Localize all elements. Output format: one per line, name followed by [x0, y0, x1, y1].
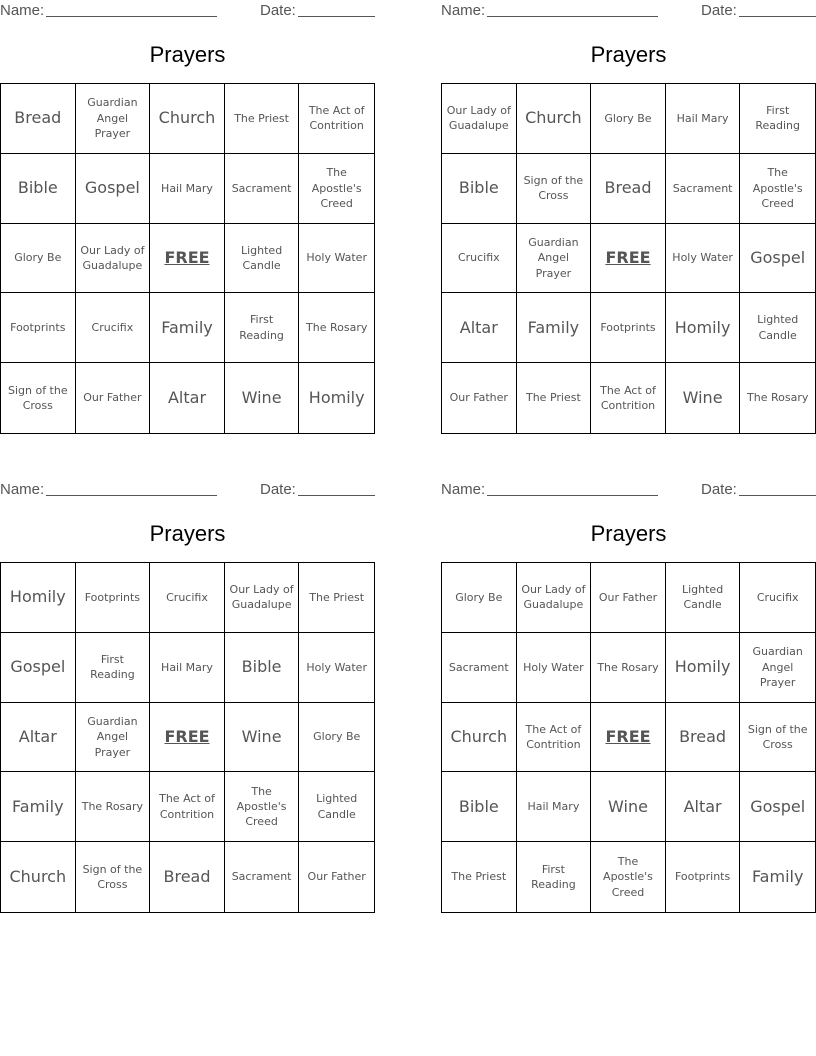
date-blank-line: [739, 16, 816, 17]
bingo-cell: Bible: [225, 633, 300, 703]
bingo-cell: Altar: [442, 293, 517, 363]
bingo-cell: Bible: [442, 154, 517, 224]
bingo-cell: Crucifix: [740, 563, 815, 633]
bingo-cell: Sign of the Cross: [1, 363, 76, 433]
bingo-cell: Church: [517, 84, 592, 154]
card-header: [0, 0, 375, 20]
bingo-cell: The Act of Contrition: [591, 363, 666, 433]
bingo-cell: Wine: [591, 772, 666, 842]
bingo-cell: Sign of the Cross: [740, 703, 815, 773]
bingo-cell: Family: [751, 866, 804, 886]
bingo-cell: Altar: [150, 363, 225, 433]
name-label: Name:: [0, 481, 45, 498]
bingo-cell: Homily: [1, 563, 76, 633]
bingo-cell: Sacrament: [225, 154, 300, 224]
bingo-cell: The Act of Contrition: [150, 772, 225, 842]
bingo-cell: Church: [1, 842, 76, 912]
name-blank-line: [487, 16, 658, 17]
bingo-cell: Our Father: [307, 870, 366, 884]
bingo-cell: Lighted Candle: [740, 293, 815, 363]
bingo-cell: Guardian Angel Prayer: [76, 84, 151, 154]
card-header: [441, 479, 816, 499]
bingo-cell: Gospel: [740, 224, 815, 294]
bingo-cell: Lighted Candle: [299, 772, 374, 842]
bingo-cell: Family: [517, 293, 592, 363]
bingo-cell: Holy Water: [666, 224, 741, 294]
bingo-cell: Our Father: [442, 363, 517, 433]
bingo-grid: [441, 562, 816, 913]
bingo-cell: Bible: [1, 154, 76, 224]
bingo-cell: The Rosary: [591, 633, 666, 703]
bingo-cell: First Reading: [740, 84, 815, 154]
bingo-cell: The Rosary: [76, 772, 151, 842]
bingo-cell: Hail Mary: [150, 633, 225, 703]
bingo-cell: Wine: [225, 363, 300, 433]
bingo-cell: The Act of Contrition: [299, 84, 374, 154]
bingo-cell: The Priest: [299, 563, 374, 633]
bingo-cell: Homily: [666, 293, 741, 363]
bingo-cell: Wine: [666, 363, 741, 433]
bingo-cell: Bread: [666, 703, 741, 773]
card-title: Prayers: [590, 521, 667, 546]
bingo-cell: Homily: [308, 387, 365, 407]
bingo-cell: Bible: [442, 772, 517, 842]
bingo-cell: Our Lady of Guadalupe: [442, 84, 517, 154]
bingo-cell: Footprints: [1, 293, 76, 363]
bingo-cell: Our Father: [76, 363, 151, 433]
bingo-cell: Altar: [1, 703, 76, 773]
bingo-cell: The Priest: [442, 842, 517, 912]
bingo-cell: Glory Be: [591, 84, 666, 154]
bingo-cell: The Priest: [517, 363, 592, 433]
date-blank-line: [298, 16, 375, 17]
bingo-cell: Hail Mary: [150, 154, 225, 224]
bingo-cell: First Reading: [76, 633, 151, 703]
bingo-cell: Glory Be: [1, 224, 76, 294]
bingo-cell: Wine: [225, 703, 300, 773]
bingo-cell: Hail Mary: [666, 84, 741, 154]
date-label: Date:: [701, 2, 737, 19]
bingo-cell: First Reading: [225, 293, 300, 363]
bingo-cell: Holy Water: [299, 224, 374, 294]
bingo-cell: Lighted Candle: [225, 224, 300, 294]
name-blank-line: [46, 16, 217, 17]
card-title: Prayers: [149, 42, 226, 67]
bingo-cell: Gospel: [1, 633, 76, 703]
bingo-cell: Crucifix: [76, 293, 151, 363]
bingo-grid: [441, 83, 816, 434]
free-space-cell: FREE: [150, 224, 225, 294]
date-label: Date:: [260, 481, 296, 498]
name-blank-line: [487, 495, 658, 496]
bingo-cell: Guardian Angel Prayer: [517, 224, 592, 294]
bingo-cell: Glory Be: [299, 703, 374, 773]
bingo-cell: Guardian Angel Prayer: [740, 633, 815, 703]
bingo-cell: Bread: [150, 842, 225, 912]
name-label: Name:: [0, 2, 45, 19]
bingo-cell: Footprints: [666, 842, 741, 912]
bingo-cell: Sign of the Cross: [517, 154, 592, 224]
card-header: [0, 479, 375, 499]
date-blank-line: [739, 495, 816, 496]
bingo-cell: Crucifix: [150, 563, 225, 633]
card-header: [441, 0, 816, 20]
bingo-cell: Church: [442, 703, 517, 773]
bingo-cell: The Act of Contrition: [517, 703, 592, 773]
bingo-cell: Our Father: [591, 563, 666, 633]
name-label: Name:: [441, 2, 486, 19]
bingo-cell: Homily: [666, 633, 741, 703]
bingo-cell: The Rosary: [299, 293, 374, 363]
bingo-cell: Glory Be: [442, 563, 517, 633]
bingo-cell: Sacrament: [666, 154, 741, 224]
free-space-cell: FREE: [150, 703, 225, 773]
date-label: Date:: [701, 481, 737, 498]
bingo-cell: The Apostle's Creed: [591, 842, 666, 912]
bingo-cell: The Apostle's Creed: [299, 154, 374, 224]
name-blank-line: [46, 495, 217, 496]
bingo-cell: The Apostle's Creed: [740, 154, 815, 224]
card-title: Prayers: [149, 521, 226, 546]
free-space-cell: FREE: [591, 703, 666, 773]
bingo-cell: Bread: [591, 154, 666, 224]
bingo-cell: The Priest: [225, 84, 300, 154]
bingo-cell: Guardian Angel Prayer: [76, 703, 151, 773]
bingo-cell: Church: [150, 84, 225, 154]
bingo-cell: Sacrament: [442, 633, 517, 703]
bingo-cell: The Apostle's Creed: [225, 772, 300, 842]
bingo-cell: First Reading: [517, 842, 592, 912]
bingo-cell: Sacrament: [225, 842, 300, 912]
card-title: Prayers: [590, 42, 667, 67]
bingo-cell: Holy Water: [517, 633, 592, 703]
bingo-cell: Altar: [666, 772, 741, 842]
date-blank-line: [298, 495, 375, 496]
bingo-cell: Gospel: [740, 772, 815, 842]
bingo-cell: Family: [150, 293, 225, 363]
bingo-cell: Footprints: [591, 293, 666, 363]
bingo-grid: [0, 562, 375, 913]
free-space-cell: FREE: [591, 224, 666, 294]
bingo-cell: Our Lady of Guadalupe: [225, 563, 300, 633]
bingo-cell: Footprints: [76, 563, 151, 633]
bingo-cell: The Rosary: [747, 391, 809, 405]
bingo-cell: Sign of the Cross: [76, 842, 151, 912]
bingo-cell: Our Lady of Guadalupe: [517, 563, 592, 633]
bingo-cell: Gospel: [76, 154, 151, 224]
bingo-cell: Bread: [1, 84, 76, 154]
bingo-cell: Hail Mary: [517, 772, 592, 842]
bingo-cell: Family: [1, 772, 76, 842]
date-label: Date:: [260, 2, 296, 19]
name-label: Name:: [441, 481, 486, 498]
bingo-cell: Our Lady of Guadalupe: [76, 224, 151, 294]
bingo-cell: Holy Water: [299, 633, 374, 703]
bingo-grid: [0, 83, 375, 434]
bingo-cell: Lighted Candle: [666, 563, 741, 633]
bingo-cell: Crucifix: [442, 224, 517, 294]
